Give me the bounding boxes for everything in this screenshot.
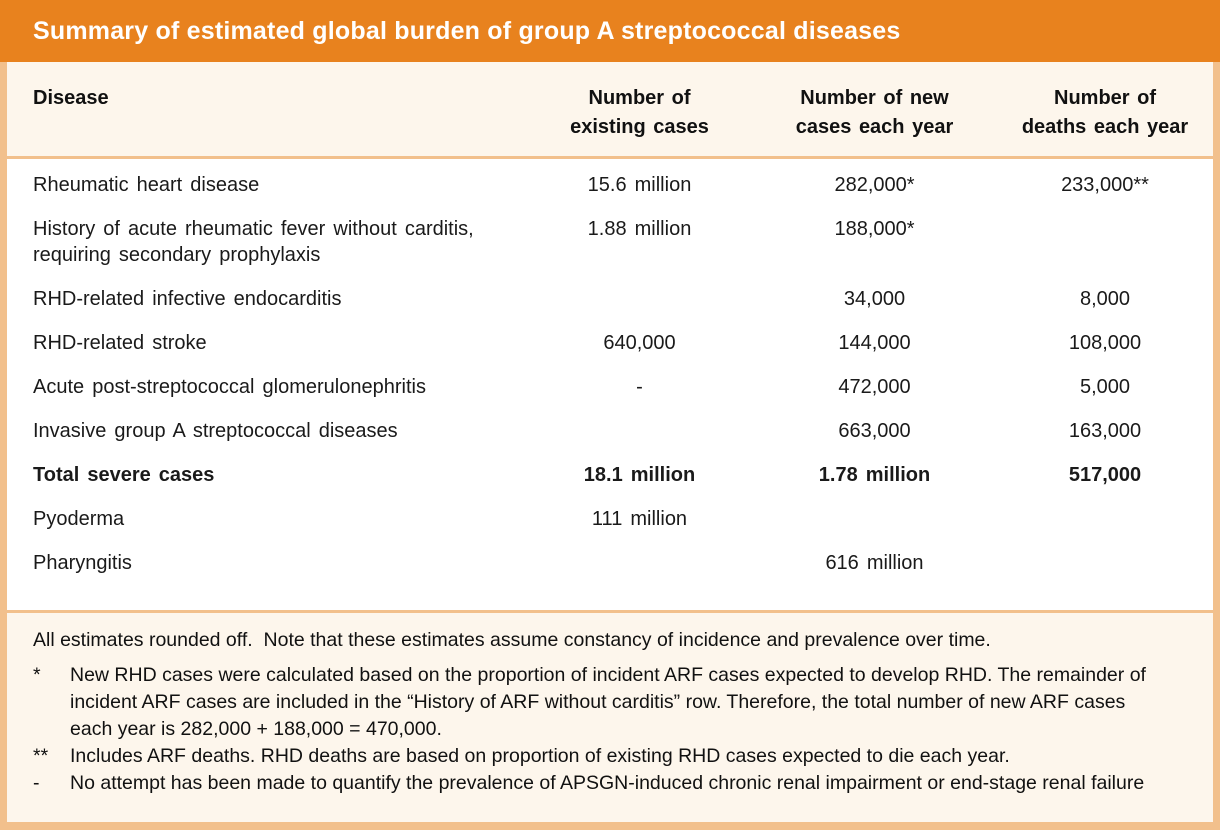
column-header-deaths <box>997 84 1213 156</box>
existing-cases-cell <box>527 286 752 312</box>
disease-cell: Pyoderma <box>33 508 125 530</box>
footnote-intro: All estimates rounded off. Note that these estimates assume constancy of incidence and prevalence over time. <box>33 629 991 651</box>
footnote-text: No attempt has been made to quantify the prevalence of APSGN-induced chronic renal impairment or end-stage renal failure <box>70 772 1145 794</box>
deaths-cell: 5,000 <box>1079 376 1131 398</box>
existing-cases-cell <box>527 550 752 576</box>
new-cases-cell: 1.78 million <box>818 464 931 486</box>
column-header-existing-line2: existing cases <box>570 116 709 138</box>
new-cases-cell: 282,000* <box>834 174 915 196</box>
existing-cases-cell: 640,000 <box>603 332 676 354</box>
deaths-cell: 8,000 <box>1079 288 1131 310</box>
new-cases-cell <box>752 506 997 532</box>
new-cases-cell: 663,000 <box>838 420 911 442</box>
disease-cell: History of acute rheumatic fever without carditis, requiring secondary prophylaxis <box>33 218 474 266</box>
row-infective-endocarditis <box>7 286 1213 330</box>
footnote-marker: ** <box>33 745 49 767</box>
row-invasive-gas <box>7 418 1213 462</box>
row-pharyngitis <box>7 550 1213 594</box>
disease-cell: RHD-related stroke <box>33 332 207 354</box>
disease-cell: Total severe cases <box>33 464 215 486</box>
disease-cell: Acute post-streptococcal glomerulonephritis <box>33 376 426 398</box>
deaths-cell: 233,000** <box>1061 174 1149 196</box>
existing-cases-cell: 15.6 million <box>587 174 692 196</box>
column-header-new-cases <box>752 84 997 156</box>
footnote-item-dash <box>33 770 1185 797</box>
column-header-deaths-line2: deaths each year <box>1021 116 1189 138</box>
column-header-new-line2: cases each year <box>795 116 954 138</box>
column-header-new-line1: Number of new <box>800 87 949 109</box>
deaths-cell <box>997 506 1213 532</box>
row-total-severe-cases <box>7 462 1213 506</box>
table-title: Summary of estimated global burden of group A streptococcal diseases <box>33 16 901 45</box>
disease-cell: Pharyngitis <box>33 552 132 574</box>
row-rhd-stroke <box>7 330 1213 374</box>
footnote-item-double-asterisk <box>33 743 1185 770</box>
new-cases-cell: 188,000* <box>834 218 915 240</box>
deaths-cell: 108,000 <box>1068 332 1142 354</box>
column-header-existing-line1: Number of <box>588 87 691 109</box>
existing-cases-cell: 111 million <box>591 508 688 530</box>
table-frame <box>0 62 1220 830</box>
column-header-existing-cases <box>527 84 752 156</box>
table-body <box>7 159 1213 610</box>
table-title-bar <box>0 0 1220 62</box>
column-header-deaths-line1: Number of <box>1054 87 1156 109</box>
deaths-cell: 163,000 <box>1068 420 1142 442</box>
disease-cell: Rheumatic heart disease <box>33 174 260 196</box>
new-cases-cell: 616 million <box>825 552 924 574</box>
deaths-cell <box>997 216 1213 268</box>
footnote-marker: - <box>33 772 40 794</box>
footnote-text: New RHD cases were calculated based on the proportion of incident ARF cases expected to develop RHD. The remainder of incident ARF cases are included in the “History of ARF without carditis” row. Therefore, the total number of new ARF cases each year is 282,000 + 188,000 = 470,000. <box>70 664 1146 740</box>
column-header-row <box>7 62 1213 156</box>
row-rheumatic-heart-disease <box>7 172 1213 216</box>
deaths-cell <box>997 550 1213 576</box>
existing-cases-cell: - <box>636 376 643 398</box>
footnote-item-asterisk <box>33 662 1185 743</box>
new-cases-cell: 34,000 <box>843 288 906 310</box>
disease-cell: Invasive group A streptococcal diseases <box>33 420 398 442</box>
new-cases-cell: 472,000 <box>838 376 911 398</box>
row-arf-history <box>7 216 1213 286</box>
row-apsgn <box>7 374 1213 418</box>
column-header-disease: Disease <box>33 87 109 109</box>
row-pyoderma <box>7 506 1213 550</box>
disease-cell: RHD-related infective endocarditis <box>33 288 342 310</box>
footnote-text: Includes ARF deaths. RHD deaths are based on proportion of existing RHD cases expected to die each year. <box>70 745 1010 767</box>
existing-cases-cell: 18.1 million <box>583 464 696 486</box>
footnotes-section <box>7 613 1213 822</box>
footnote-marker: * <box>33 664 41 686</box>
deaths-cell: 517,000 <box>1068 464 1142 486</box>
new-cases-cell: 144,000 <box>838 332 911 354</box>
existing-cases-cell: 1.88 million <box>587 218 692 240</box>
existing-cases-cell <box>527 418 752 444</box>
